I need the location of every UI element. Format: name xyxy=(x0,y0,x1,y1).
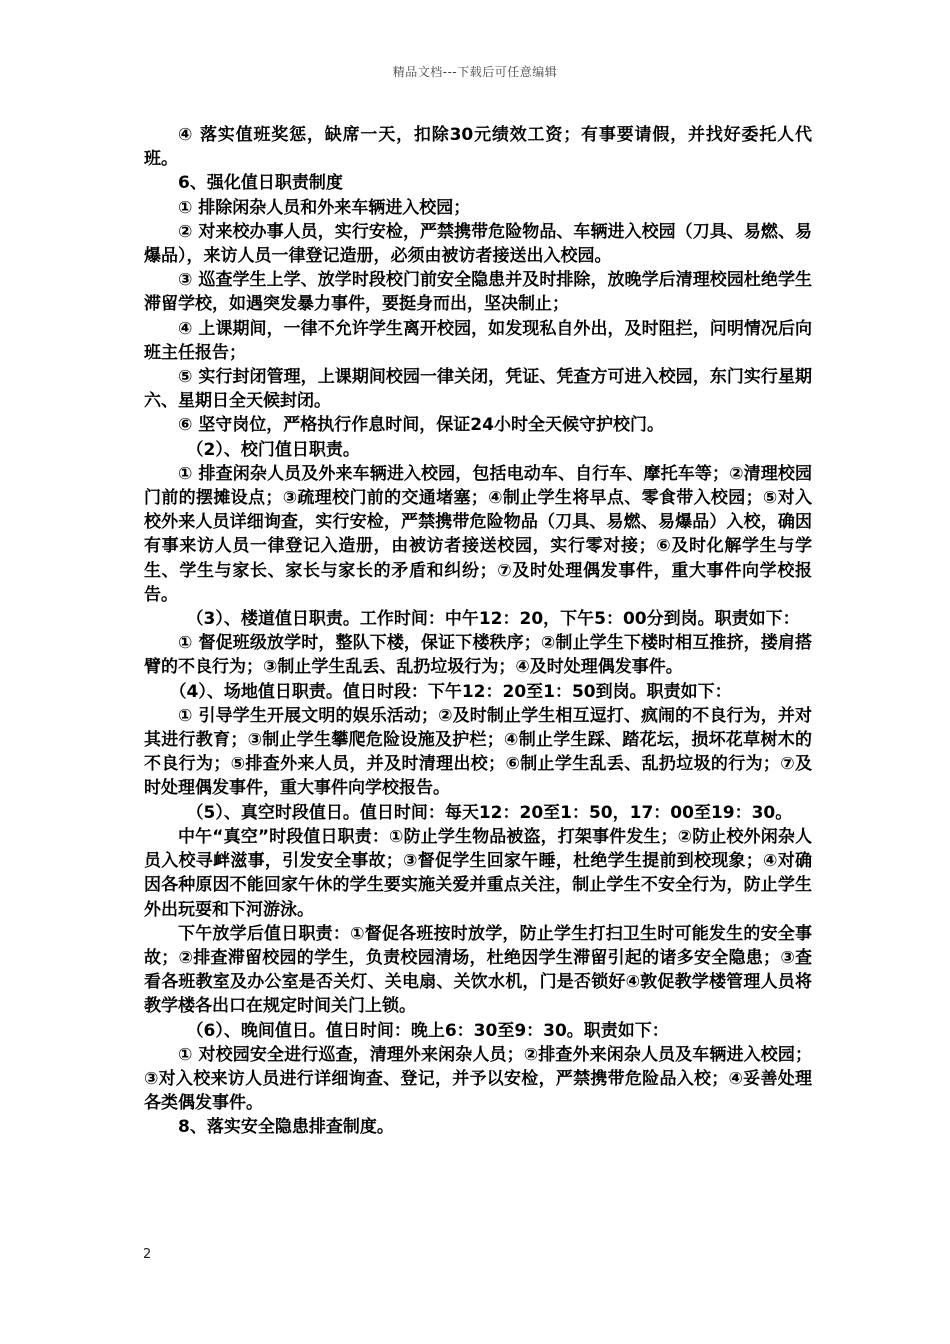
paragraph: ① 排查闲杂人员及外来车辆进入校园，包括电动车、自行车、摩托车等；②清理校园门前的摆摊设点；③疏理校门前的交通堵塞；④制止学生将早点、零食带入校园；⑤对入校外来人员详细询查，实行安检，严禁携带危险物品（刀具、易燃、易爆品）入校，确因有事来访人员一律登记入造册，由被访者接送校园，实行零对接；⑥及时化解学生与学生、学生与家长、家长与家长的矛盾和纠纷；⑦及时处理偶发事件，重大事件向学校报告。 xyxy=(144,463,812,605)
paragraph: ① 排除闲杂人员和外来车辆进入校园； xyxy=(178,197,471,218)
section-heading: 8、落实安全隐患排查制度。 xyxy=(178,1117,394,1138)
paragraph: ① 对校园安全进行巡查，清理外来闲杂人员；②排查外来闲杂人员及车辆进入校园；③对入校来访人员进行详细询查、登记，并予以安检，严禁携带危险品入校；④妥善处理各类偶发事件。 xyxy=(144,1044,812,1114)
subsection-heading: （4）、场地值日职责。值日时段：下午12：20至1：50到岗。职责如下： xyxy=(169,681,732,702)
subsection-heading: （3）、楼道值日职责。工作时间：中午12：20，下午5：00分到岗。职责如下： xyxy=(186,609,800,630)
paragraph: ① 引导学生开展文明的娱乐活动；②及时制止学生相互逗打、疯闹的不良行为，并对其进行教育；③制止学生攀爬危险设施及护栏；④制止学生踩、踏花坛，损坏花草树木的不良行为；⑤排查外来人员，并及时清理出校；⑥制止学生乱丢、乱扔垃圾的行为；⑦及时处理偶发事件，重大事件向学校报告。 xyxy=(144,705,812,799)
paragraph: ⑥ 坚守岗位，严格执行作息时间，保证24小时全天候守护校门。 xyxy=(178,415,664,436)
paragraph: ④ 落实值班奖惩，缺席一天，扣除30元绩效工资；有事要请假，并找好委托人代班。 xyxy=(144,125,812,170)
document-body xyxy=(144,123,812,1140)
paragraph: ① 督促班级放学时，整队下楼，保证下楼秩序；②制止学生下楼时相互推挤，搂肩搭臂的不良行为；③制止学生乱丢、乱扔垃圾行为；④及时处理偶发事件。 xyxy=(144,633,812,678)
subsection-heading: （6）、晚间值日。值日时间：晚上6：30至9：30。职责如下： xyxy=(186,1020,669,1041)
subsection-heading: （5）、真空时段值日。值日时间：每天12：20至1：50，17：00至19：30。 xyxy=(186,802,793,823)
page-number: 2 xyxy=(143,1247,152,1262)
paragraph: 中午“真空”时段值日职责：①防止学生物品被盗，打架事件发生；②防止校外闲杂人员入校寻衅滋事，引发安全事故；③督促学生回家午睡，杜绝学生提前到校现象；④对确因各种原因不能回家午休的学生要实施关爱并重点关注，制止学生不安全行为，防止学生外出玩耍和下河游泳。 xyxy=(144,826,812,920)
section-heading: 6、强化值日职责制度 xyxy=(178,173,343,194)
page-header: 精品文档---下载后可任意编辑 xyxy=(392,65,558,79)
paragraph: ④ 上课期间，一律不允许学生离开校园，如发现私自外出，及时阻拦，问明情况后向班主任报告； xyxy=(144,318,812,363)
subsection-heading: （2）、校门值日职责。 xyxy=(186,439,360,460)
paragraph: ② 对来校办事人员，实行安检，严禁携带危险物品、车辆进入校园（刀具、易燃、易爆品），来访人员一律登记造册，必须由被访者接送出入校园。 xyxy=(144,221,812,267)
paragraph: ⑤ 实行封闭管理，上课期间校园一律关闭，凭证、凭查方可进入校园，东门实行星期六、星期日全天候封闭。 xyxy=(144,367,812,412)
paragraph: 下午放学后值日职责：①督促各班按时放学，防止学生打扫卫生时可能发生的安全事故；②排查滞留校园的学生，负责校园清场，杜绝因学生滞留引起的诸多安全隐患；③查看各班教室及办公室是否关灯、关电扇、关饮水机，门是否锁好④敦促教学楼管理人员将教学楼各出口在规定时间关门上锁。 xyxy=(144,923,812,1017)
paragraph: ③ 巡查学生上学、放学时段校门前安全隐患并及时排除，放晚学后清理校园杜绝学生滞留学校，如遇突发暴力事件，要挺身而出，坚决制止； xyxy=(144,270,812,315)
